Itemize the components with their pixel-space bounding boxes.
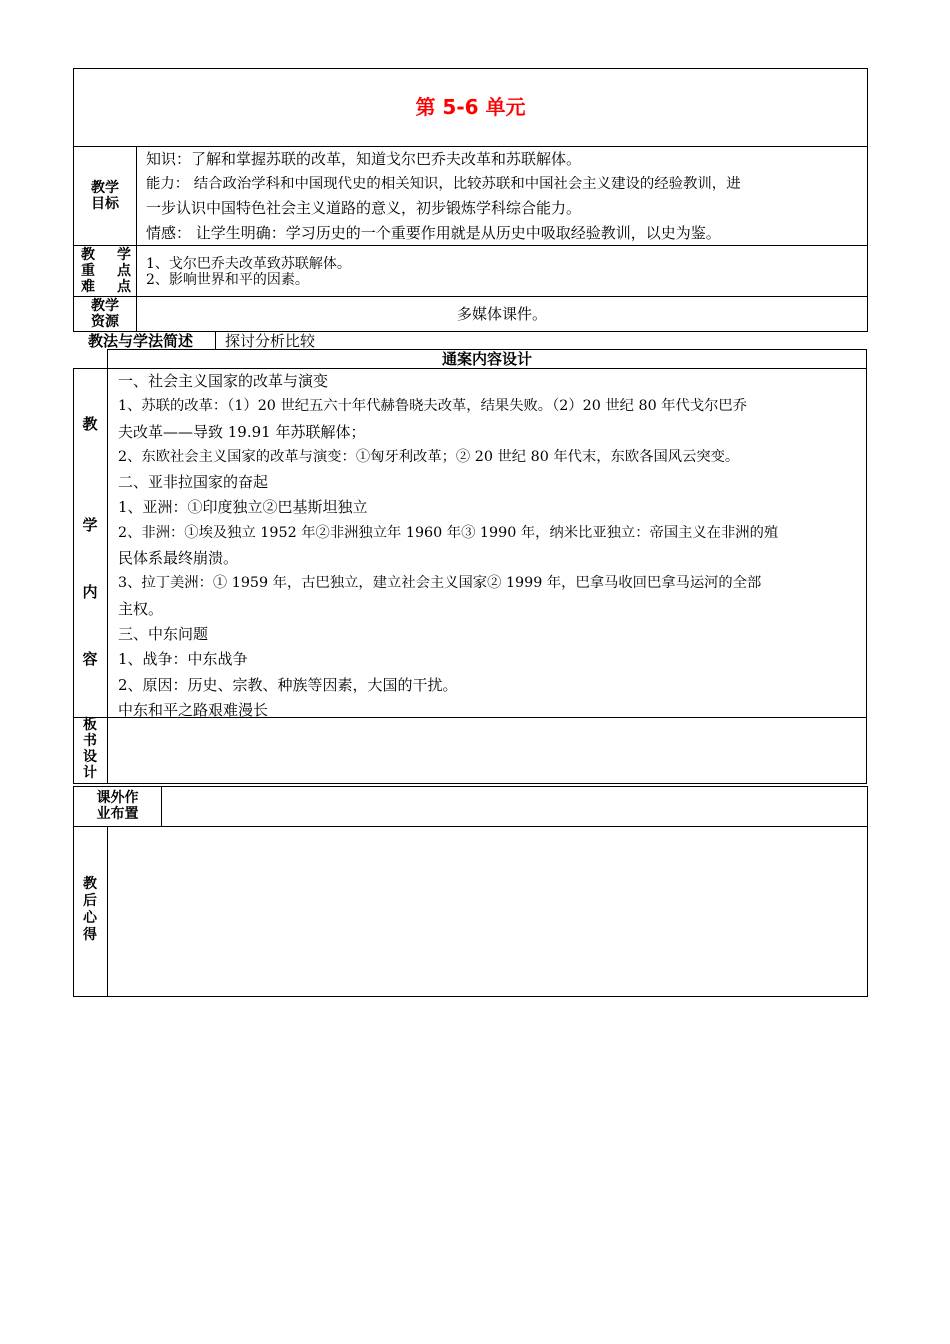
homework-label	[73, 790, 162, 822]
board-label-char: 设	[83, 749, 97, 765]
homework-label-line1: 课外作	[96, 790, 139, 806]
objectives-label-line1: 教学	[91, 180, 119, 196]
keypoints-label-char: 学	[117, 247, 131, 263]
board-label-char: 板	[83, 717, 97, 733]
reflection-label-char: 心	[83, 910, 97, 926]
content-line: 2、原因：历史、宗教、种族等因素，大国的干扰。	[118, 675, 458, 694]
content-line: 1、苏联的改革：（1）20 世纪五六十年代赫鲁晓夫改革，结果失败。（2）20 世纪 80 年代戈尔巴乔	[118, 398, 748, 415]
content-line: 三、中东问题	[118, 624, 209, 643]
content-line: 2、非洲：①埃及独立 1952 年②非洲独立年 1960 年③ 1990 年，纳米比亚独立：帝国主义在非洲的殖	[118, 524, 779, 541]
objectives-text	[146, 147, 741, 245]
content-line: 3、拉丁美洲：① 1959 年，古巴独立，建立社会主义国家② 1999 年，巴拿马收回巴拿马运河的全部	[118, 575, 762, 592]
content-header: 通案内容设计	[441, 350, 532, 368]
board-content-cell	[107, 717, 867, 784]
methods-divider	[215, 332, 216, 350]
content-line: 一、社会主义国家的改革与演变	[118, 372, 329, 390]
keypoints-label-char: 难	[81, 279, 95, 295]
keypoints-label-char: 重	[81, 263, 95, 279]
keypoints-label	[81, 247, 131, 295]
content-line: 2、东欧社会主义国家的改革与演变：①匈牙利改革；② 20 世纪 80 年代末，东欧各国风云突变。	[118, 448, 740, 465]
keypoints-label-char: 点	[117, 279, 131, 295]
keypoints-label-char: 教	[81, 247, 95, 263]
objective-ability-line2: 一步认识中国特色社会主义道路的意义，初步锻炼学科综合能力。	[146, 199, 582, 217]
content-line: 民体系最终崩溃。	[118, 549, 239, 568]
content-line: 夫改革——导致 19.91 年苏联解体；	[118, 422, 366, 441]
objective-knowledge: 知识：了解和掌握苏联的改革，知道戈尔巴乔夫改革和苏联解体。	[146, 150, 582, 168]
keypoint-item: 2、影响世界和平的因素。	[146, 272, 309, 288]
content-line: 1、战争：中东战争	[118, 650, 248, 669]
reflection-content-cell	[107, 826, 868, 997]
objective-emotion: 情感： 让学生明确：学习历史的一个重要作用就是从历史中吸取经验教训，以史为鉴。	[146, 223, 721, 242]
reflection-label-char: 教	[83, 876, 97, 892]
content-label-char: 教	[82, 415, 98, 433]
homework-content-cell	[161, 786, 868, 827]
keypoints-text	[146, 256, 351, 288]
objectives-label-line2: 目标	[91, 196, 119, 212]
reflection-label	[80, 876, 100, 944]
board-label	[80, 717, 100, 781]
objectives-label	[73, 180, 137, 212]
content-lines	[118, 369, 778, 723]
keypoints-label-char: 点	[117, 263, 131, 279]
resources-label-line1: 教学	[91, 298, 119, 314]
resources-value: 多媒体课件。	[456, 305, 547, 323]
content-label-char: 学	[82, 516, 98, 534]
content-line: 1、亚洲：①印度独立②巴基斯坦独立	[118, 498, 368, 517]
board-label-char: 计	[83, 765, 97, 781]
content-label-char: 内	[82, 583, 98, 601]
objective-ability-line1: 能力： 结合政治学科和中国现代史的相关知识，比较苏联和中国社会主义建设的经验教训，进	[146, 175, 741, 192]
board-label-char: 书	[83, 733, 97, 749]
reflection-label-char: 得	[83, 927, 97, 943]
reflection-label-char: 后	[83, 893, 97, 909]
content-label-char: 容	[82, 650, 98, 668]
resources-label	[73, 298, 137, 330]
methods-value: 探讨分析比较	[225, 332, 316, 350]
content-line: 中东和平之路艰难漫长	[118, 700, 269, 719]
page-title: 第 5-6 单元	[415, 95, 526, 119]
methods-label: 教法与学法简述	[88, 332, 194, 350]
homework-label-line2: 业布置	[96, 806, 139, 822]
keypoint-item: 1、戈尔巴乔夫改革致苏联解体。	[146, 256, 351, 272]
resources-label-line2: 资源	[91, 314, 119, 330]
content-line: 主权。	[118, 599, 164, 618]
content-line: 二、亚非拉国家的奋起	[118, 473, 269, 492]
